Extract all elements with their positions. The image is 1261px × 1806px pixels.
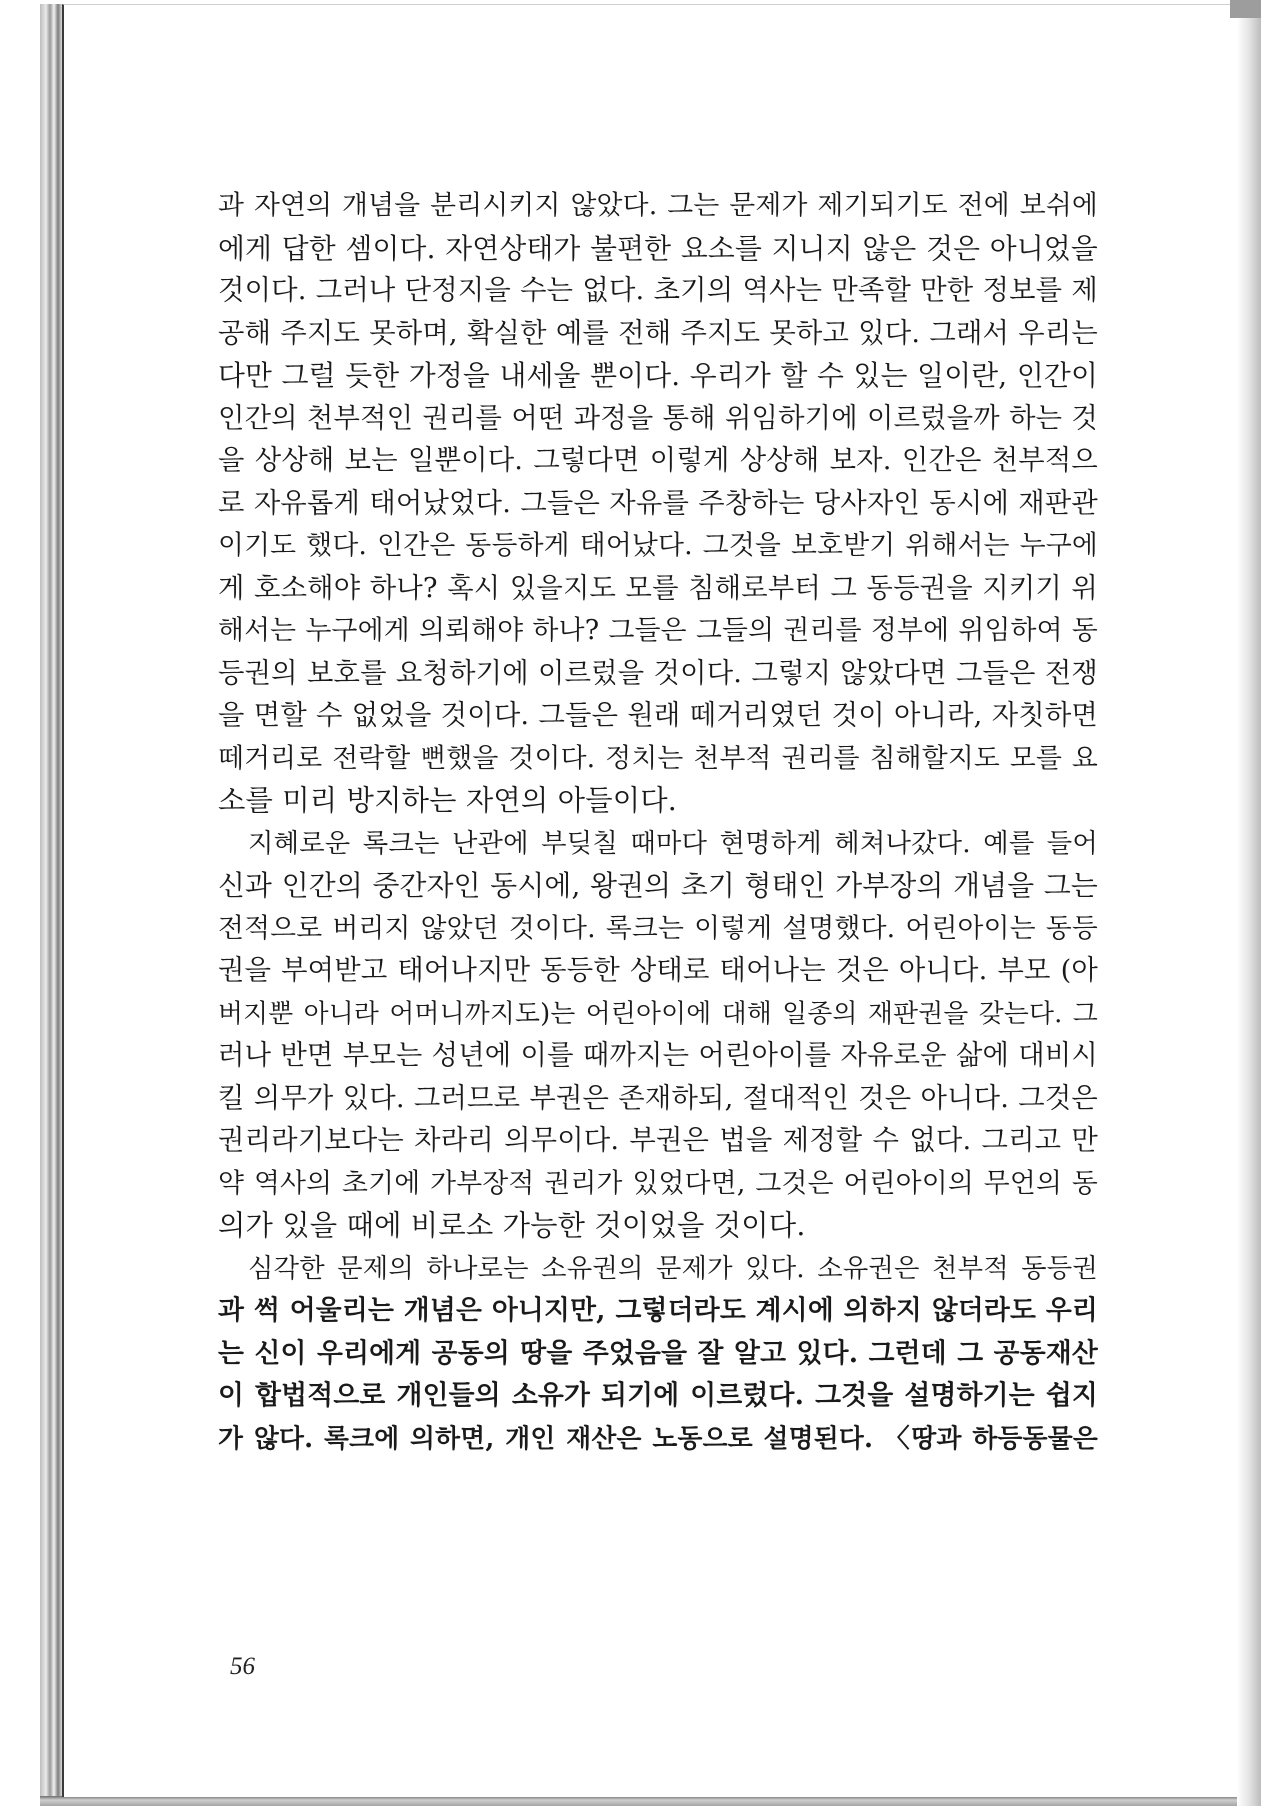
text-line: 을 상상해 보는 일뿐이다. 그렇다면 이렇게 상상해 보자. 인간은 천부적으 (218, 445, 1098, 476)
text-line: 것이다. 그러나 단정지을 수는 없다. 초기의 역사는 만족할 만한 정보를 제 (218, 275, 1098, 306)
text-line: 을 면할 수 없었을 것이다. 그들은 원래 떼거리였던 것이 아니라, 자칫하면 (218, 700, 1098, 731)
text-line: 러나 반면 부모는 성년에 이를 때까지는 어린아이를 자유로운 삶에 대비시 (218, 1040, 1098, 1071)
text-line: 과 자연의 개념을 분리시키지 않았다. 그는 문제가 제기되기도 전에 보쉬에 (218, 190, 1098, 221)
text-line: 과 썩 어울리는 개념은 아니지만, 그렇더라도 계시에 의하지 않더라도 우리 (218, 1295, 1098, 1326)
text-line: 이 합법적으로 개인들의 소유가 되기에 이르렀다. 그것을 설명하기는 쉽지 (218, 1380, 1098, 1411)
text-line: 떼거리로 전락할 뻔했을 것이다. 정치는 천부적 권리를 침해할지도 모를 요 (218, 742, 1098, 774)
text-line: 버지뿐 아니라 어머니까지도)는 어린아이에 대해 일종의 재판권을 갖는다. 그 (218, 998, 1098, 1029)
page-right-shadow (1237, 0, 1261, 1806)
text-line: 인간의 천부적인 권리를 어떤 과정을 통해 위임하기에 이르렀을까 하는 것 (218, 402, 1098, 434)
text-line: 약 역사의 초기에 가부장적 권리가 있었다면, 그것은 어린아이의 무언의 동 (218, 1167, 1098, 1199)
text-line: 의가 있을 때에 비로소 가능한 것이었을 것이다. (218, 1209, 806, 1242)
text-line: 신과 인간의 중간자인 동시에, 왕권의 초기 형태인 가부장의 개념을 그는 (218, 869, 1098, 902)
text-line: 로 자유롭게 태어났었다. 그들은 자유를 주창하는 당사자인 동시에 재판관 (218, 487, 1098, 519)
text-line: 에게 답한 셈이다. 자연상태가 불편한 요소를 지니지 않은 것은 아니었을 (218, 231, 1098, 265)
text-line: 전적으로 버리지 않았던 것이다. 록크는 이렇게 설명했다. 어린아이는 동등 (218, 912, 1098, 944)
text-line: 해서는 누구에게 의뢰해야 하나? 그들은 그들의 권리를 정부에 위임하여 동 (218, 615, 1098, 646)
page-number: 56 (230, 1653, 255, 1680)
text-line: 심각한 문제의 하나로는 소유권의 문제가 있다. 소유권은 천부적 동등권 (248, 1253, 1098, 1284)
text-line: 권을 부여받고 태어나지만 동등한 상태로 태어나는 것은 아니다. 부모 (아 (218, 955, 1098, 986)
body-text (218, 185, 1098, 1460)
text-line: 는 신이 우리에게 공동의 땅을 주었음을 잘 알고 있다. 그런데 그 공동재산 (218, 1337, 1098, 1369)
text-line: 공해 주지도 못하며, 확실한 예를 전해 주지도 못하고 있다. 그래서 우리는 (218, 317, 1098, 349)
text-line: 가 않다. 록크에 의하면, 개인 재산은 노동으로 설명된다. 〈땅과 하등동물은 (218, 1423, 1098, 1454)
text-line: 킬 의무가 있다. 그러므로 부권은 존재하되, 절대적인 것은 아니다. 그것은 (218, 1082, 1098, 1114)
text-line: 등권의 보호를 요청하기에 이르렀을 것이다. 그렇지 않았다면 그들은 전쟁 (218, 657, 1098, 689)
text-line: 소를 미리 방지하는 자연의 아들이다. (218, 784, 677, 817)
book-bottom-edge (40, 1796, 1240, 1806)
text-line: 이기도 했다. 인간은 동등하게 태어났다. 그것을 보호받기 위해서는 누구에 (218, 530, 1098, 561)
page-corner-shadow (1230, 0, 1261, 18)
text-line: 권리라기보다는 차라리 의무이다. 부권은 법을 제정할 수 없다. 그리고 만 (218, 1125, 1098, 1156)
text-line: 다만 그럴 듯한 가정을 내세울 뿐이다. 우리가 할 수 있는 일이란, 인간이 (218, 359, 1098, 392)
text-line: 지혜로운 록크는 난관에 부딪칠 때마다 현명하게 헤쳐나갔다. 예를 들어 (248, 828, 1098, 859)
text-line: 게 호소해야 하나? 혹시 있을지도 모를 침해로부터 그 동등권을 지키기 위 (218, 572, 1098, 604)
